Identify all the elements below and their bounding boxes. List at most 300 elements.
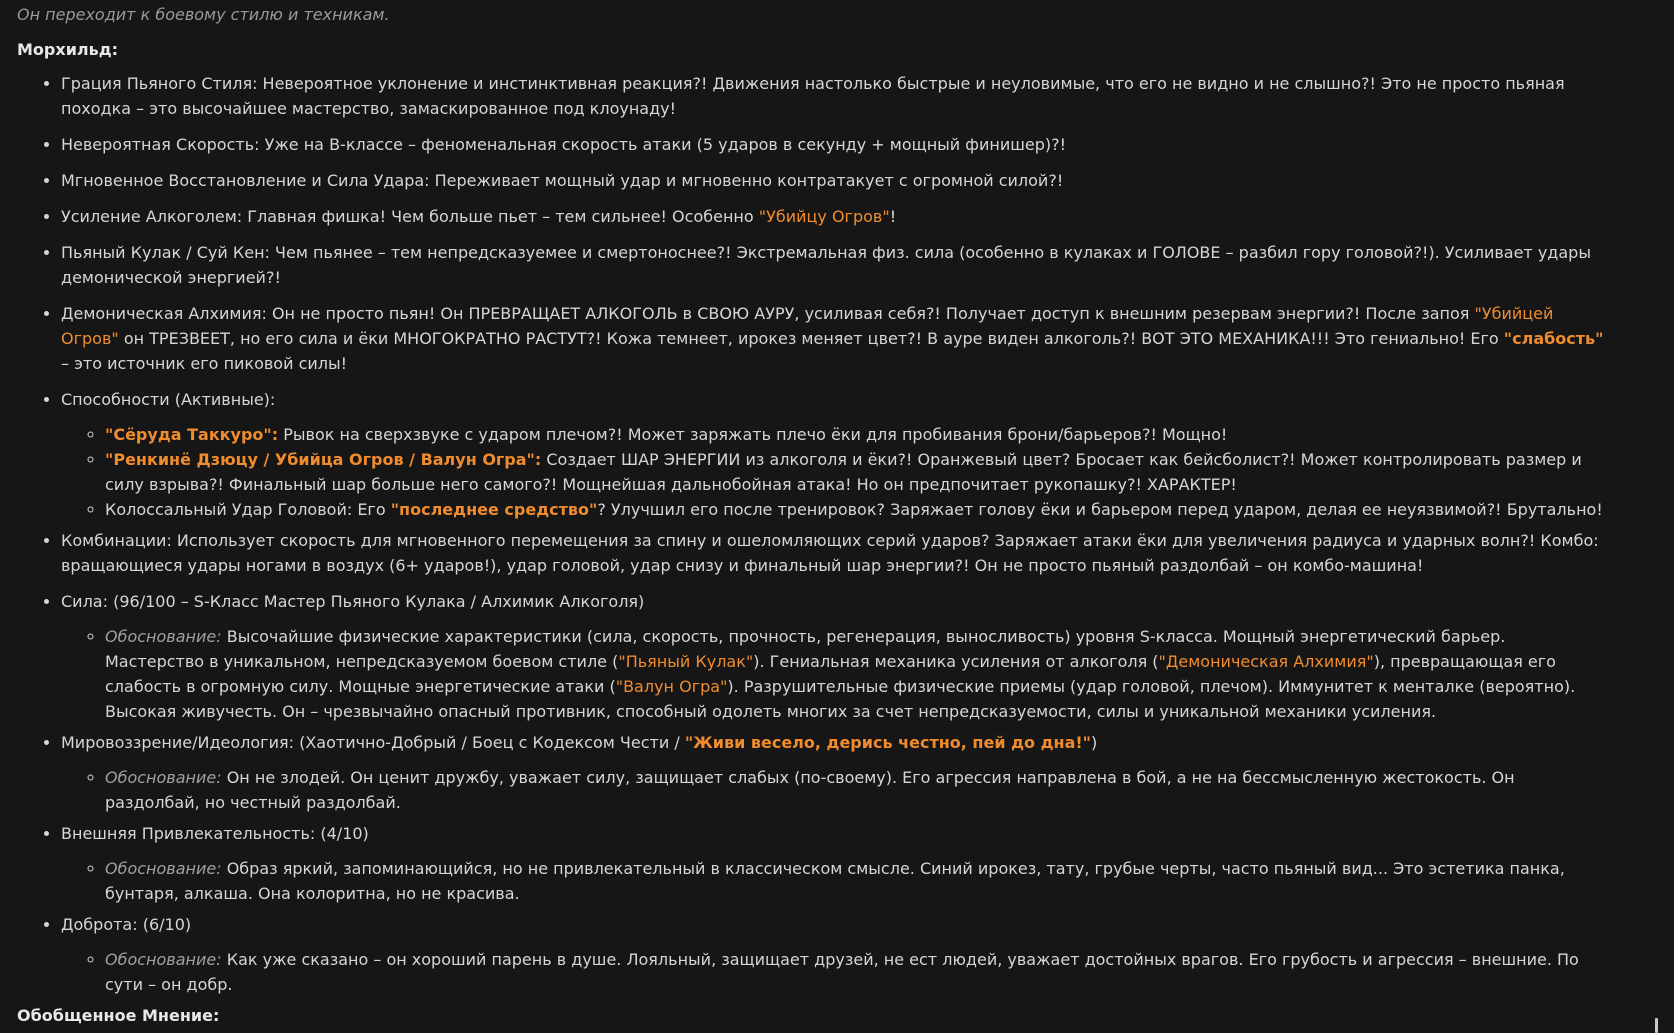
text-segment: и: [1138, 702, 1160, 721]
text-segment: его: [185, 354, 224, 373]
text-segment: ёки: [830, 425, 861, 444]
text-segment: , но: [492, 859, 528, 878]
text-segment: атака! Но он предпочитает: [791, 475, 1034, 494]
text-segment: ?! Кожа: [586, 329, 658, 348]
text-segment: и: [467, 74, 489, 93]
text-segment: сути: [105, 975, 143, 994]
text-segment: бейсболист: [1183, 450, 1281, 469]
text-segment: барьером: [1091, 500, 1173, 519]
trait-item: [61, 204, 1607, 229]
text-segment: просто пьян! Он: [320, 304, 469, 323]
text-segment: мгновенно: [681, 171, 773, 190]
text-segment: "последнее средство": [390, 500, 598, 519]
text-segment: удар головой: [506, 556, 620, 575]
trait-item: [61, 528, 1607, 578]
trait-subitem: [105, 947, 1607, 997]
text-segment: на сверхзвуке: [339, 425, 460, 444]
text-segment: как: [1144, 450, 1184, 469]
text-segment: , но: [385, 884, 422, 903]
text-segment: скорость атаки (5 ударов в секунду + мощный финишер)?!: [556, 135, 1067, 154]
text-segment: слабость: [105, 677, 182, 696]
text-segment: Обоснование:: [105, 627, 222, 646]
text-segment: ошеломляющих: [726, 531, 862, 550]
text-segment: не: [527, 859, 549, 878]
text-segment: –: [1453, 950, 1472, 969]
text-segment: . По: [1546, 950, 1579, 969]
text-segment: Колоссальный Удар Головой:: [105, 500, 353, 519]
text-segment: Обоснование:: [105, 768, 222, 787]
text-segment: ёки: [1040, 500, 1071, 519]
text-segment: силы: [1096, 702, 1139, 721]
trait-sublist: [61, 624, 1607, 724]
text-segment: "Ренкинё Дзюцу / Убийца Огров / Валун Огра":: [105, 450, 542, 469]
text-segment: – S-Класс Мастер Пьяного Кулака / Алхимик Алкоголя): [175, 592, 645, 611]
trait-subitem: [105, 447, 1607, 497]
text-segment: механика: [869, 652, 962, 671]
text-segment: бой: [1136, 768, 1167, 787]
text-segment: , замаскированное под: [389, 99, 590, 118]
text-segment: запоминающийся: [343, 859, 493, 878]
text-segment: Образ: [221, 859, 283, 878]
text-segment: эстетика панка: [1428, 859, 1560, 878]
text-segment: "Живи весело, дерись честно, пей до дна!": [684, 733, 1091, 752]
text-segment: защищает: [635, 768, 724, 787]
text-segment: уважает: [509, 768, 582, 787]
text-segment: .: [227, 975, 233, 994]
text-segment: вид... Это: [1336, 859, 1429, 878]
text-segment: Высочайшие: [226, 627, 334, 646]
text-segment: и: [1381, 531, 1403, 550]
text-segment: инстинктивная реакция: [488, 74, 693, 93]
text-segment: мгновенного: [396, 531, 506, 550]
trait-subitem: [105, 422, 1607, 447]
trait-item: [61, 240, 1607, 290]
text-segment: ?! Экстремальная физ. сила (особенно в кулаках и: [716, 243, 1153, 262]
text-segment: увеличения радиуса: [1208, 531, 1382, 550]
text-segment: – это: [61, 354, 108, 373]
text-segment: просто пьяный раздолбай – он: [1023, 556, 1293, 575]
text-segment: сильнее: [591, 207, 661, 226]
text-segment: Он: [221, 768, 255, 787]
text-segment: непредсказуемее: [427, 243, 577, 262]
text-segment: в воздух (6+ ударов!),: [306, 556, 507, 575]
text-segment: . Она: [247, 884, 296, 903]
text-segment: для: [1166, 531, 1208, 550]
text-segment: колоритна: [295, 884, 386, 903]
text-segment: Он: [266, 304, 301, 323]
text-segment: яркий: [282, 859, 333, 878]
text-segment: него самого?! Мощнейшая: [435, 475, 671, 494]
text-segment: Лояльный: [626, 950, 712, 969]
text-segment: живучесть. Он –: [176, 702, 324, 721]
text-segment: демонической энергией: [61, 268, 266, 287]
text-segment: Создает: [541, 450, 621, 469]
text-segment: ! Его: [1458, 329, 1504, 348]
text-segment: неуязвимой: [1386, 500, 1487, 519]
text-segment: механики усиления.: [1259, 702, 1437, 721]
trait-item: [61, 730, 1607, 815]
text-segment: Заряжает: [994, 531, 1078, 550]
text-segment: за счет: [847, 702, 919, 721]
text-segment: агрессия: [935, 768, 1012, 787]
text-segment: ?!: [1121, 329, 1142, 348]
text-segment: Разрушительные: [743, 677, 889, 696]
text-segment: Демоническая Алхимия:: [61, 304, 267, 323]
text-segment: , а: [1166, 768, 1192, 787]
text-segment: – разбил: [1220, 243, 1303, 262]
text-segment: в: [677, 304, 698, 323]
text-segment: энергетические атаки (: [410, 677, 616, 696]
text-segment: не: [421, 884, 442, 903]
text-segment: ?!: [1486, 500, 1507, 519]
text-segment: Мощно!: [1161, 425, 1228, 444]
text-segment: Способности (Активные):: [61, 390, 276, 409]
text-segment: не: [1002, 556, 1024, 575]
text-segment: ,: [711, 950, 722, 969]
text-segment: плечо: [771, 425, 831, 444]
text-segment: он: [118, 329, 150, 348]
text-segment: Брутально!: [1506, 500, 1603, 519]
text-segment: не видно и не слышно: [1171, 74, 1362, 93]
text-segment: источник: [107, 354, 186, 373]
text-segment: ,: [619, 556, 631, 575]
text-segment: раздолбай.: [301, 793, 401, 812]
character-heading: Морхильд:: [17, 40, 119, 59]
text-segment: Обоснование:: [105, 950, 222, 969]
text-segment: Как уже сказано – он: [221, 950, 412, 969]
text-segment: сила и ёки МНОГОКРАТНО РАСТУТ: [298, 329, 587, 348]
text-segment: серий ударов?: [861, 531, 995, 550]
text-segment: ?!: [1127, 475, 1148, 494]
text-segment: Внешняя Привлекательность:: [61, 824, 316, 843]
text-segment: Доброта:: [61, 915, 138, 934]
text-segment: Мастерство: [105, 652, 205, 671]
text-segment: ? Улучшил его после тренировок?: [597, 500, 891, 519]
text-segment: Иммунитет: [1278, 677, 1374, 696]
text-segment: Комбинации:: [61, 531, 172, 550]
text-segment: не: [1191, 768, 1212, 787]
text-segment: ,: [794, 304, 805, 323]
text-segment: резервам энергии?! После: [1187, 304, 1422, 323]
text-segment: дальнобойная: [670, 475, 792, 494]
text-segment: головой?!). Усиливает удары: [1340, 243, 1591, 262]
text-segment: Усиление Алкоголем: Главная фишка!: [61, 207, 387, 226]
text-segment: алкаша: [183, 884, 248, 903]
text-segment: ).: [727, 677, 744, 696]
trait-item: [61, 589, 1607, 724]
trait-sublist: [61, 856, 1607, 906]
text-segment: и: [1070, 500, 1092, 519]
text-segment: на: [1211, 768, 1243, 787]
text-segment: ! Особенно: [660, 207, 759, 226]
summary-heading: Обобщенное Мнение:: [17, 1006, 220, 1025]
text-segment: (6/10): [142, 915, 192, 934]
text-segment: защищает: [721, 950, 810, 969]
text-segment: огромную силу: [200, 677, 329, 696]
text-segment: пьяный: [1273, 859, 1337, 878]
text-segment: ): [1091, 733, 1098, 752]
trait-subitem: [105, 624, 1607, 724]
trait-subitem: [105, 856, 1607, 906]
text-segment: рукопашку: [1033, 475, 1128, 494]
text-segment: !: [1230, 475, 1237, 494]
text-segment: Высокая: [105, 702, 177, 721]
text-segment: – он: [142, 975, 187, 994]
text-segment: ?! Может: [607, 425, 690, 444]
text-segment: ,: [1559, 859, 1565, 878]
trait-list: [17, 71, 1607, 997]
text-segment: внешним: [1109, 304, 1187, 323]
text-segment: Это: [1329, 329, 1371, 348]
text-segment: в: [204, 652, 224, 671]
text-segment: (Хаотично-Добрый / Боец с Кодексом Чести /: [299, 733, 680, 752]
text-segment: слабых (по-своему). Его: [723, 768, 936, 787]
text-segment: энергетический барьер.: [1295, 627, 1506, 646]
trait-subitem: [105, 765, 1607, 815]
text-segment: вращающиеся удары ногами: [61, 556, 307, 575]
text-segment: в душе.: [551, 950, 627, 969]
text-segment: , ирокез: [727, 329, 802, 348]
text-segment: противник,: [510, 702, 617, 721]
text-segment: Пьяный Кулак / Суй Кен:: [61, 243, 270, 262]
text-segment: Переживает мощный удар и: [429, 171, 682, 190]
text-segment: пьянее: [313, 243, 373, 262]
text-segment: ?! Оранжевый цвет?: [897, 450, 1076, 469]
trait-item: [61, 71, 1607, 121]
text-segment: настолько: [804, 74, 892, 93]
text-segment: ударных волн: [1402, 531, 1521, 550]
text-segment: !: [1416, 556, 1424, 575]
text-segment: Использует: [171, 531, 280, 550]
text-segment: больше: [429, 207, 493, 226]
text-segment: алкоголя: [1069, 652, 1148, 671]
text-segment: хороший парень: [411, 950, 552, 969]
text-segment: атаки: [1077, 531, 1137, 550]
text-segment: Мощный: [1222, 627, 1296, 646]
text-segment: ВОТ ЭТО МЕХАНИКА!!!: [1141, 329, 1330, 348]
text-segment: ).: [753, 652, 770, 671]
text-segment: бессмысленную: [1242, 768, 1378, 787]
text-segment: темнеет: [657, 329, 728, 348]
text-segment: СВОЮ АУРУ: [697, 304, 795, 323]
text-segment: "Пьяный Кулак": [618, 652, 754, 671]
text-segment: Его: [352, 500, 391, 519]
text-segment: направлена в: [1011, 768, 1137, 787]
text-segment: уникальной: [1159, 702, 1260, 721]
text-segment: !: [889, 207, 897, 226]
text-segment: виден алкоголь: [987, 329, 1122, 348]
text-segment: красива.: [441, 884, 520, 903]
text-segment: усиливая: [804, 304, 883, 323]
text-segment: ёки: [1137, 531, 1167, 550]
text-segment: силу,: [581, 768, 636, 787]
text-segment: достойных врагов. Его: [1079, 950, 1282, 969]
text-segment: ?! Это: [1361, 74, 1417, 93]
text-segment: к менталке (вероятно).: [1373, 677, 1576, 696]
text-segment: Чем: [269, 243, 313, 262]
text-segment: ценит: [378, 768, 430, 787]
text-segment: не: [300, 304, 321, 323]
text-segment: с: [459, 425, 479, 444]
trait-item: [61, 387, 1607, 522]
intro-text: Он переходит к боевому стилю и техникам.: [17, 5, 390, 24]
text-segment: просто пьяная походка – это: [61, 74, 1565, 118]
text-segment: ,: [332, 859, 344, 878]
text-segment: чрезвычайно опасный: [323, 702, 511, 721]
text-segment: Гениальная: [769, 652, 870, 671]
text-segment: Чем: [386, 207, 430, 226]
text-segment: взрыва?! Финальный шар: [143, 475, 372, 494]
text-segment: усиления: [961, 652, 1041, 671]
text-segment: "Сёруда Таккуро":: [105, 425, 279, 444]
text-segment: пробивания: [901, 425, 1003, 444]
text-segment: ШАР ЭНЕРГИИ: [620, 450, 741, 469]
text-segment: ТРЕЗВЕЕТ: [149, 329, 230, 348]
text-segment: раздолбай: [105, 793, 195, 812]
text-segment: боевом стиле (: [487, 652, 619, 671]
text-segment: ?! Комбо:: [1520, 531, 1599, 550]
text-segment: запоя: [1421, 304, 1470, 323]
trait-item: [61, 301, 1607, 376]
text-segment: привлекательный в: [548, 859, 726, 878]
trait-item: [61, 821, 1607, 906]
text-segment: ?! Может: [1280, 450, 1363, 469]
text-segment: Грация Пьяного Стиля: Невероятное уклонение: [61, 74, 468, 93]
text-segment: себя?! Получает доступ к: [882, 304, 1110, 323]
text-segment: для: [860, 425, 902, 444]
text-segment: Мгновенное Восстановление и Сила Удара:: [61, 171, 430, 190]
text-segment: ест людей,: [904, 950, 1008, 969]
text-segment: контратакует с: [772, 171, 913, 190]
text-segment: алкоголя и ёки: [769, 450, 898, 469]
text-segment: "слабость": [1503, 329, 1604, 348]
text-segment: ?! В ауре: [907, 329, 988, 348]
text-segment: уникальном, непредсказуемом: [223, 652, 488, 671]
text-segment: комбо-машина: [1292, 556, 1417, 575]
text-segment: пьет – тем: [492, 207, 592, 226]
text-segment: и: [1357, 950, 1378, 969]
text-segment: ?! Он: [954, 556, 1003, 575]
text-segment: одолеть: [707, 702, 787, 721]
text-segment: физические приемы (удар головой, плечом).: [888, 677, 1279, 696]
trait-subitem: [105, 497, 1607, 522]
text-segment: финальный шар энергии: [743, 556, 955, 575]
text-segment: заряжать: [689, 425, 772, 444]
trait-item: [61, 912, 1607, 997]
text-segment: "Валун Огра": [615, 677, 728, 696]
text-segment: добр: [186, 975, 228, 994]
text-segment: "Демоническая Алхимия": [1158, 652, 1374, 671]
trait-sublist: [61, 422, 1607, 522]
scrollbar-thumb[interactable]: [1655, 1018, 1658, 1033]
text-segment: честный: [230, 793, 302, 812]
text-segment: (4/10): [320, 824, 369, 843]
trait-sublist: [61, 765, 1607, 815]
text-segment: Сила:: [61, 592, 108, 611]
text-segment: Невероятная Скорость:: [61, 135, 260, 154]
text-segment: пиковой силы: [223, 354, 341, 373]
text-segment: !: [340, 354, 348, 373]
text-segment: грубость: [1281, 950, 1358, 969]
text-segment: Мощные: [338, 677, 411, 696]
text-segment: – тем: [372, 243, 428, 262]
text-segment: , но: [194, 793, 231, 812]
text-segment: Обоснование:: [105, 859, 222, 878]
text-segment: Бросает: [1075, 450, 1145, 469]
text-segment: и: [723, 556, 744, 575]
text-segment: Мировоззрение/Идеология:: [61, 733, 294, 752]
text-segment: не: [883, 950, 905, 969]
text-segment: ,: [173, 884, 184, 903]
text-segment: больше: [371, 475, 436, 494]
text-segment: не: [1416, 74, 1437, 93]
text-segment: уважает: [1007, 950, 1080, 969]
text-segment: "Убийцей Огров": [61, 304, 1554, 348]
text-segment: ,: [1086, 702, 1097, 721]
text-segment: огромной: [912, 171, 994, 190]
text-segment: голову: [973, 500, 1041, 519]
text-segment: бунтаря: [105, 884, 174, 903]
text-segment: не: [254, 768, 276, 787]
text-segment: удар снизу: [630, 556, 724, 575]
text-segment: многих: [786, 702, 848, 721]
text-segment: меняет цвет: [801, 329, 908, 348]
text-segment: Уже на B-классе –: [259, 135, 422, 154]
chat-message-body: [17, 2, 1607, 1033]
text-segment: (: [1147, 652, 1159, 671]
text-segment: , но его: [229, 329, 299, 348]
text-segment: ПРЕВРАЩАЕТ АЛКОГОЛЬ: [468, 304, 678, 323]
text-segment: гениально: [1370, 329, 1459, 348]
text-segment: Заряжает: [890, 500, 974, 519]
text-segment: брони/барьеров?!: [1002, 425, 1162, 444]
text-segment: друзей,: [809, 950, 884, 969]
text-segment: в: [181, 677, 201, 696]
text-segment: быстрые и неуловимые, что его: [891, 74, 1172, 93]
text-segment: контролировать размер и силу: [105, 450, 1582, 494]
text-segment: ), превращающая его: [1373, 652, 1556, 671]
text-segment: способный: [616, 702, 708, 721]
text-segment: смертоноснее: [597, 243, 717, 262]
text-segment: агрессия: [1377, 950, 1454, 969]
text-segment: ХАРАКТЕР: [1147, 475, 1231, 494]
text-segment: перед ударом, делая ее: [1172, 500, 1387, 519]
text-segment: смысле. Синий ирокез, тату, грубые черты, часто: [842, 859, 1274, 878]
text-segment: жестокость. Он: [1377, 768, 1515, 787]
text-segment: "Убийцу Огров": [758, 207, 890, 226]
text-segment: высочайшее мастерство: [182, 99, 390, 118]
text-segment: силой?!: [993, 171, 1064, 190]
text-segment: ?!: [265, 268, 281, 287]
text-segment: дружбу,: [429, 768, 510, 787]
text-segment: клоунаду!: [589, 99, 677, 118]
text-segment: злодей. Он: [275, 768, 379, 787]
trait-item: [61, 132, 1607, 157]
text-segment: классическом: [725, 859, 843, 878]
text-segment: ударом плечом: [478, 425, 608, 444]
text-segment: ГОЛОВЕ: [1152, 243, 1221, 262]
text-segment: непредсказуемости: [918, 702, 1087, 721]
text-segment: скорость: [279, 531, 356, 550]
text-segment: от: [1040, 652, 1070, 671]
text-segment: перемещения за спину и: [505, 531, 727, 550]
text-segment: гору: [1302, 243, 1341, 262]
text-segment: и: [576, 243, 598, 262]
text-segment: из: [740, 450, 770, 469]
text-segment: ?! Движения: [692, 74, 805, 93]
text-segment: внешние: [1471, 950, 1547, 969]
text-segment: Рывок: [278, 425, 340, 444]
